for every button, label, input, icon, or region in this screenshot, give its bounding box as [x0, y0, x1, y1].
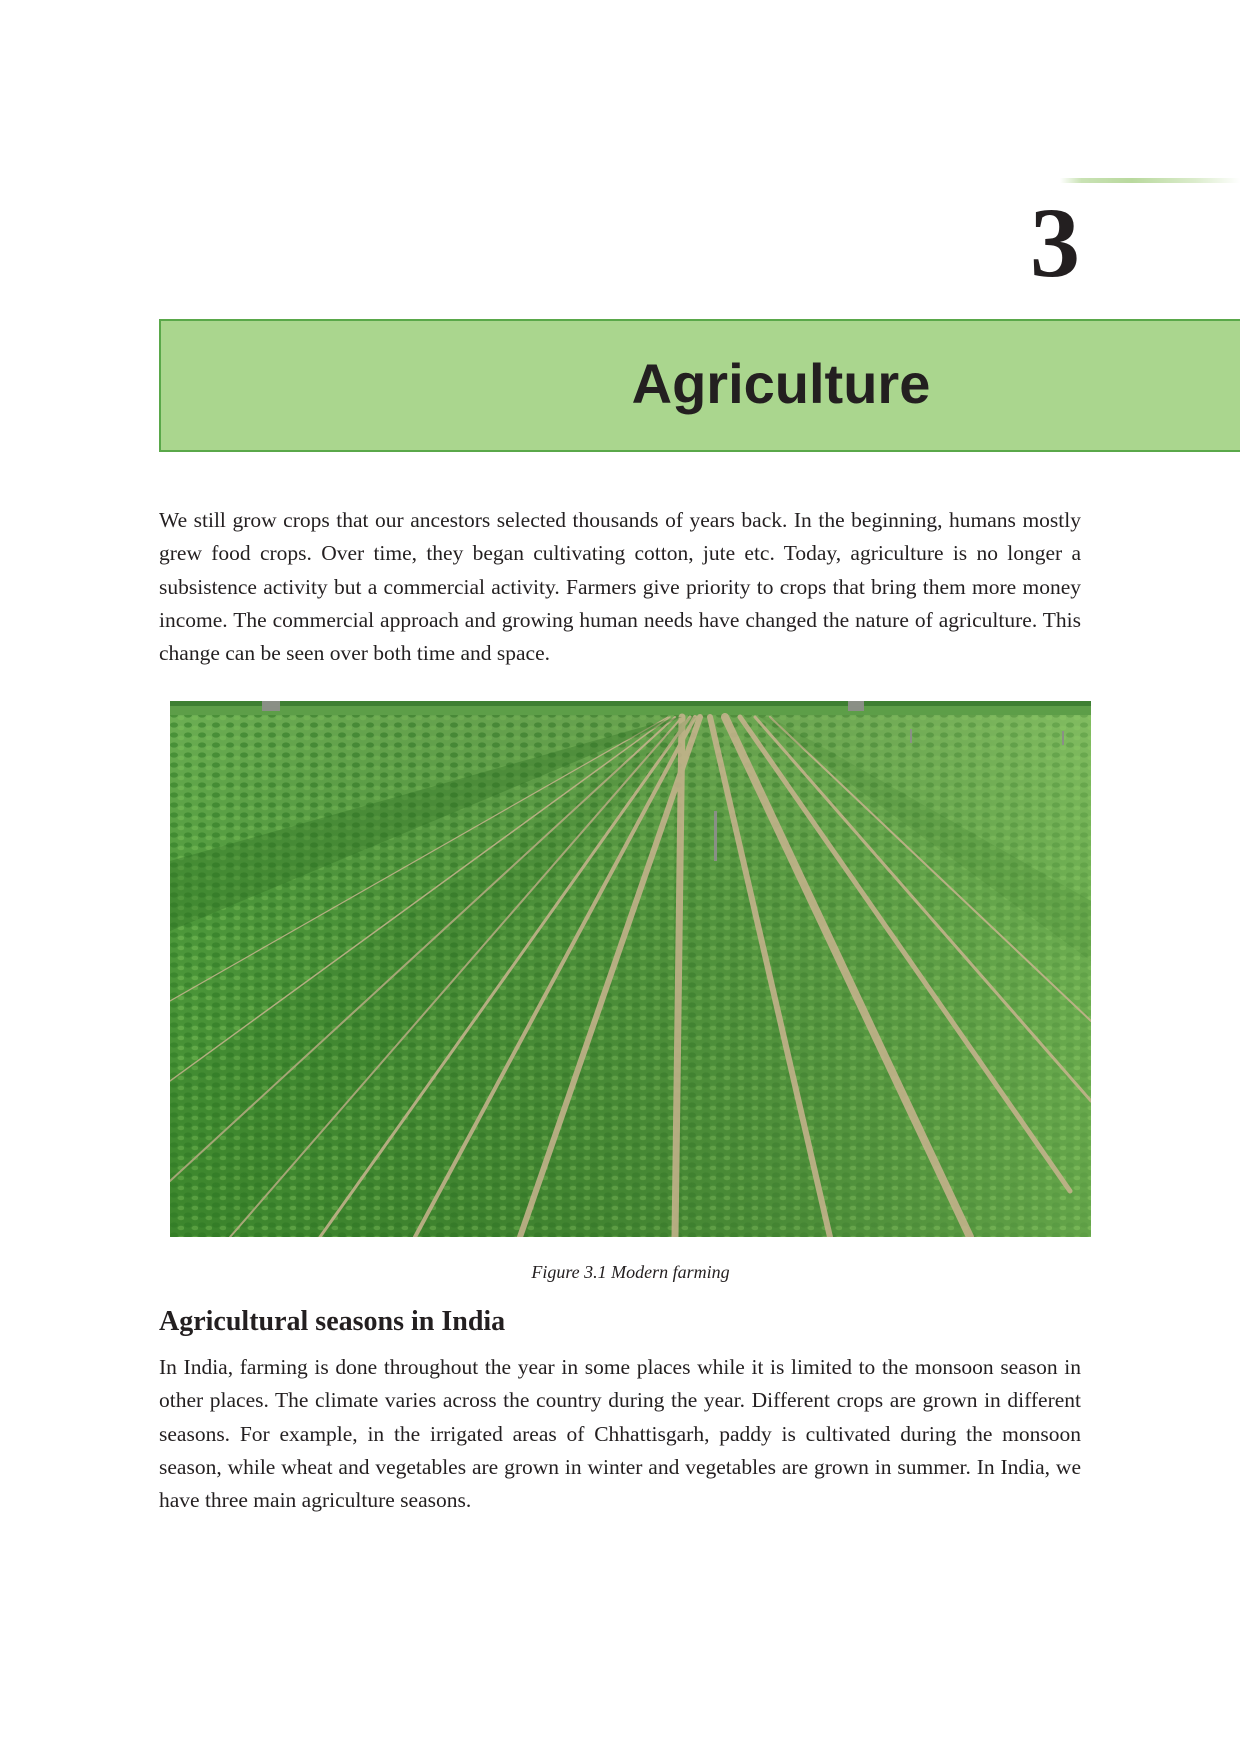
modern-farming-photo	[170, 701, 1091, 1237]
seasons-paragraph: In India, farming is done throughout the year in some places while it is limited to the monsoon season in other places. The climate varies across the country during the year. Different crops are grown in different seasons. For example, in the irrigated areas of Chhattisgarh, paddy is cultivated during the monsoon season, while wheat and vegetables are grown in winter and vegetables are grown in summer. In India, we have three main agriculture seasons.	[159, 1355, 1081, 1513]
chapter-title-banner	[159, 319, 1240, 452]
chapter-title: Agriculture	[631, 352, 931, 415]
chapter-number: 3	[1030, 187, 1080, 298]
intro-paragraph: We still grow crops that our ancestors selected thousands of years back. In the beginning, humans mostly grew food crops. Over time, they began cultivating cotton, jute etc. Today, agriculture is no longer a subsistence activity but a commercial activity. Farmers give priority to crops that bring them more money income. The commercial approach and growing human needs have changed the nature of agriculture. This change can be seen over both time and space.	[159, 508, 1081, 666]
decorative-header-line	[1060, 178, 1240, 183]
section-heading: Agricultural seasons in India	[159, 1306, 506, 1337]
figure-caption: Figure 3.1 Modern farming	[531, 1262, 730, 1282]
